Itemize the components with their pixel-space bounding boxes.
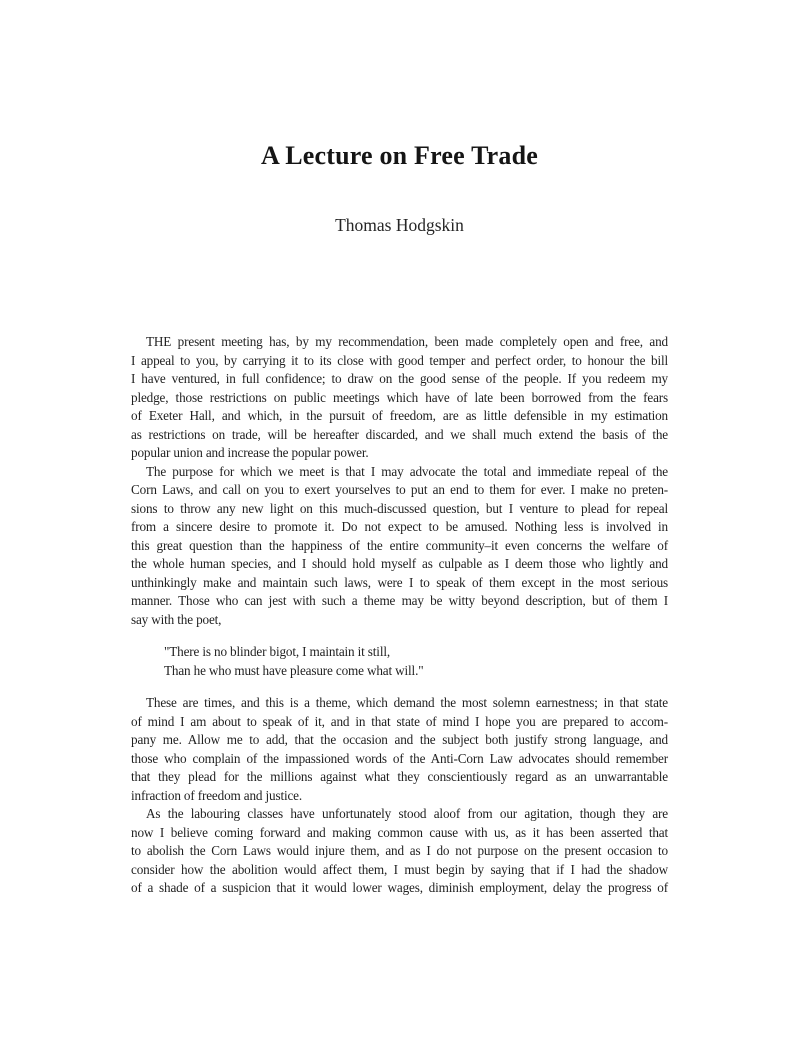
- text-line: THE present meeting has, by my recommendation, been made completely open and free, and: [146, 334, 668, 349]
- text-line: popular union and increase the popular power.: [131, 445, 369, 460]
- document-title: A Lecture on Free Trade: [260, 141, 539, 170]
- text-line: Corn Laws, and call on you to exert yourselves to put an end to them for ever. I make no preten-: [131, 482, 668, 497]
- text-line: of mind I am about to speak of it, and in that state of mind I hope you are prepared to accom-: [131, 713, 668, 729]
- body-text: [131, 333, 668, 898]
- paragraph: [131, 805, 668, 898]
- text-line: Than he who must have pleasure come what will.": [164, 662, 424, 678]
- paragraph: [131, 463, 668, 630]
- text-line: of a shade of a suspicion that it would lower wages, diminish employment, delay the progress of: [131, 880, 668, 895]
- text-line: infraction of freedom and justice.: [131, 787, 303, 803]
- paragraph: [131, 694, 668, 805]
- text-line: sions to throw any new light on this much-discussed question, but I venture to plead for repeal: [131, 500, 668, 516]
- text-line: those who complain of the impassioned words of the Anti-Corn Law advocates should remember: [131, 750, 668, 766]
- text-line: now I believe coming forward and making common cause with us, as it has been asserted that: [131, 824, 668, 840]
- paragraph: [131, 333, 668, 463]
- text-line: the whole human species, and I should hold myself as culpable as I deem those who lightly and: [131, 556, 668, 571]
- text-line: I have ventured, in full confidence; to draw on the good sense of the people. If you redeem my: [131, 371, 668, 386]
- text-line: "There is no blinder bigot, I maintain it still,: [164, 644, 390, 659]
- text-line: from a sincere desire to promote it. Do not expect to be amused. Nothing less is involved in: [131, 519, 668, 534]
- text-line: These are times, and this is a theme, which demand the most solemn earnestness; in that state: [146, 695, 668, 710]
- text-line: of Exeter Hall, and which, in the pursuit of freedom, are as little defensible in my estimation: [131, 408, 668, 423]
- verse-quote: [164, 643, 668, 680]
- text-line: pledge, those restrictions on public meetings which have of late been borrowed from the fears: [131, 389, 668, 405]
- text-line: that they plead for the millions against what they conscientiously regard as an unwarrantable: [131, 769, 668, 784]
- text-line: The purpose for which we meet is that I may advocate the total and immediate repeal of the: [146, 463, 668, 479]
- text-line: pany me. Allow me to add, that the occasion and the subject both justify strong language, and: [131, 732, 668, 747]
- text-line: As the labouring classes have unfortunately stood aloof from our agitation, though they are: [146, 806, 668, 821]
- text-line: manner. Those who can jest with such a theme may be witty beyond description, but of them I: [131, 593, 668, 608]
- author-name: Thomas Hodgskin: [335, 215, 464, 235]
- text-line: I appeal to you, by carrying it to its close with good temper and perfect order, to honour the bill: [131, 352, 668, 368]
- text-line: as restrictions on trade, will be hereafter discarded, and we shall much extend the basis of the: [131, 426, 668, 442]
- text-line: say with the poet,: [131, 611, 222, 627]
- text-line: to abolish the Corn Laws would injure them, and as I do not purpose on the present occasion to: [131, 843, 668, 858]
- text-line: unthinkingly make and maintain such laws, were I to speak of them except in the most serious: [131, 574, 668, 590]
- text-line: consider how the abolition would affect them, I must begin by saying that if I had the shadow: [131, 861, 668, 877]
- text-line: this great question than the happiness of the entire community–it even concerns the welfare of: [131, 537, 668, 553]
